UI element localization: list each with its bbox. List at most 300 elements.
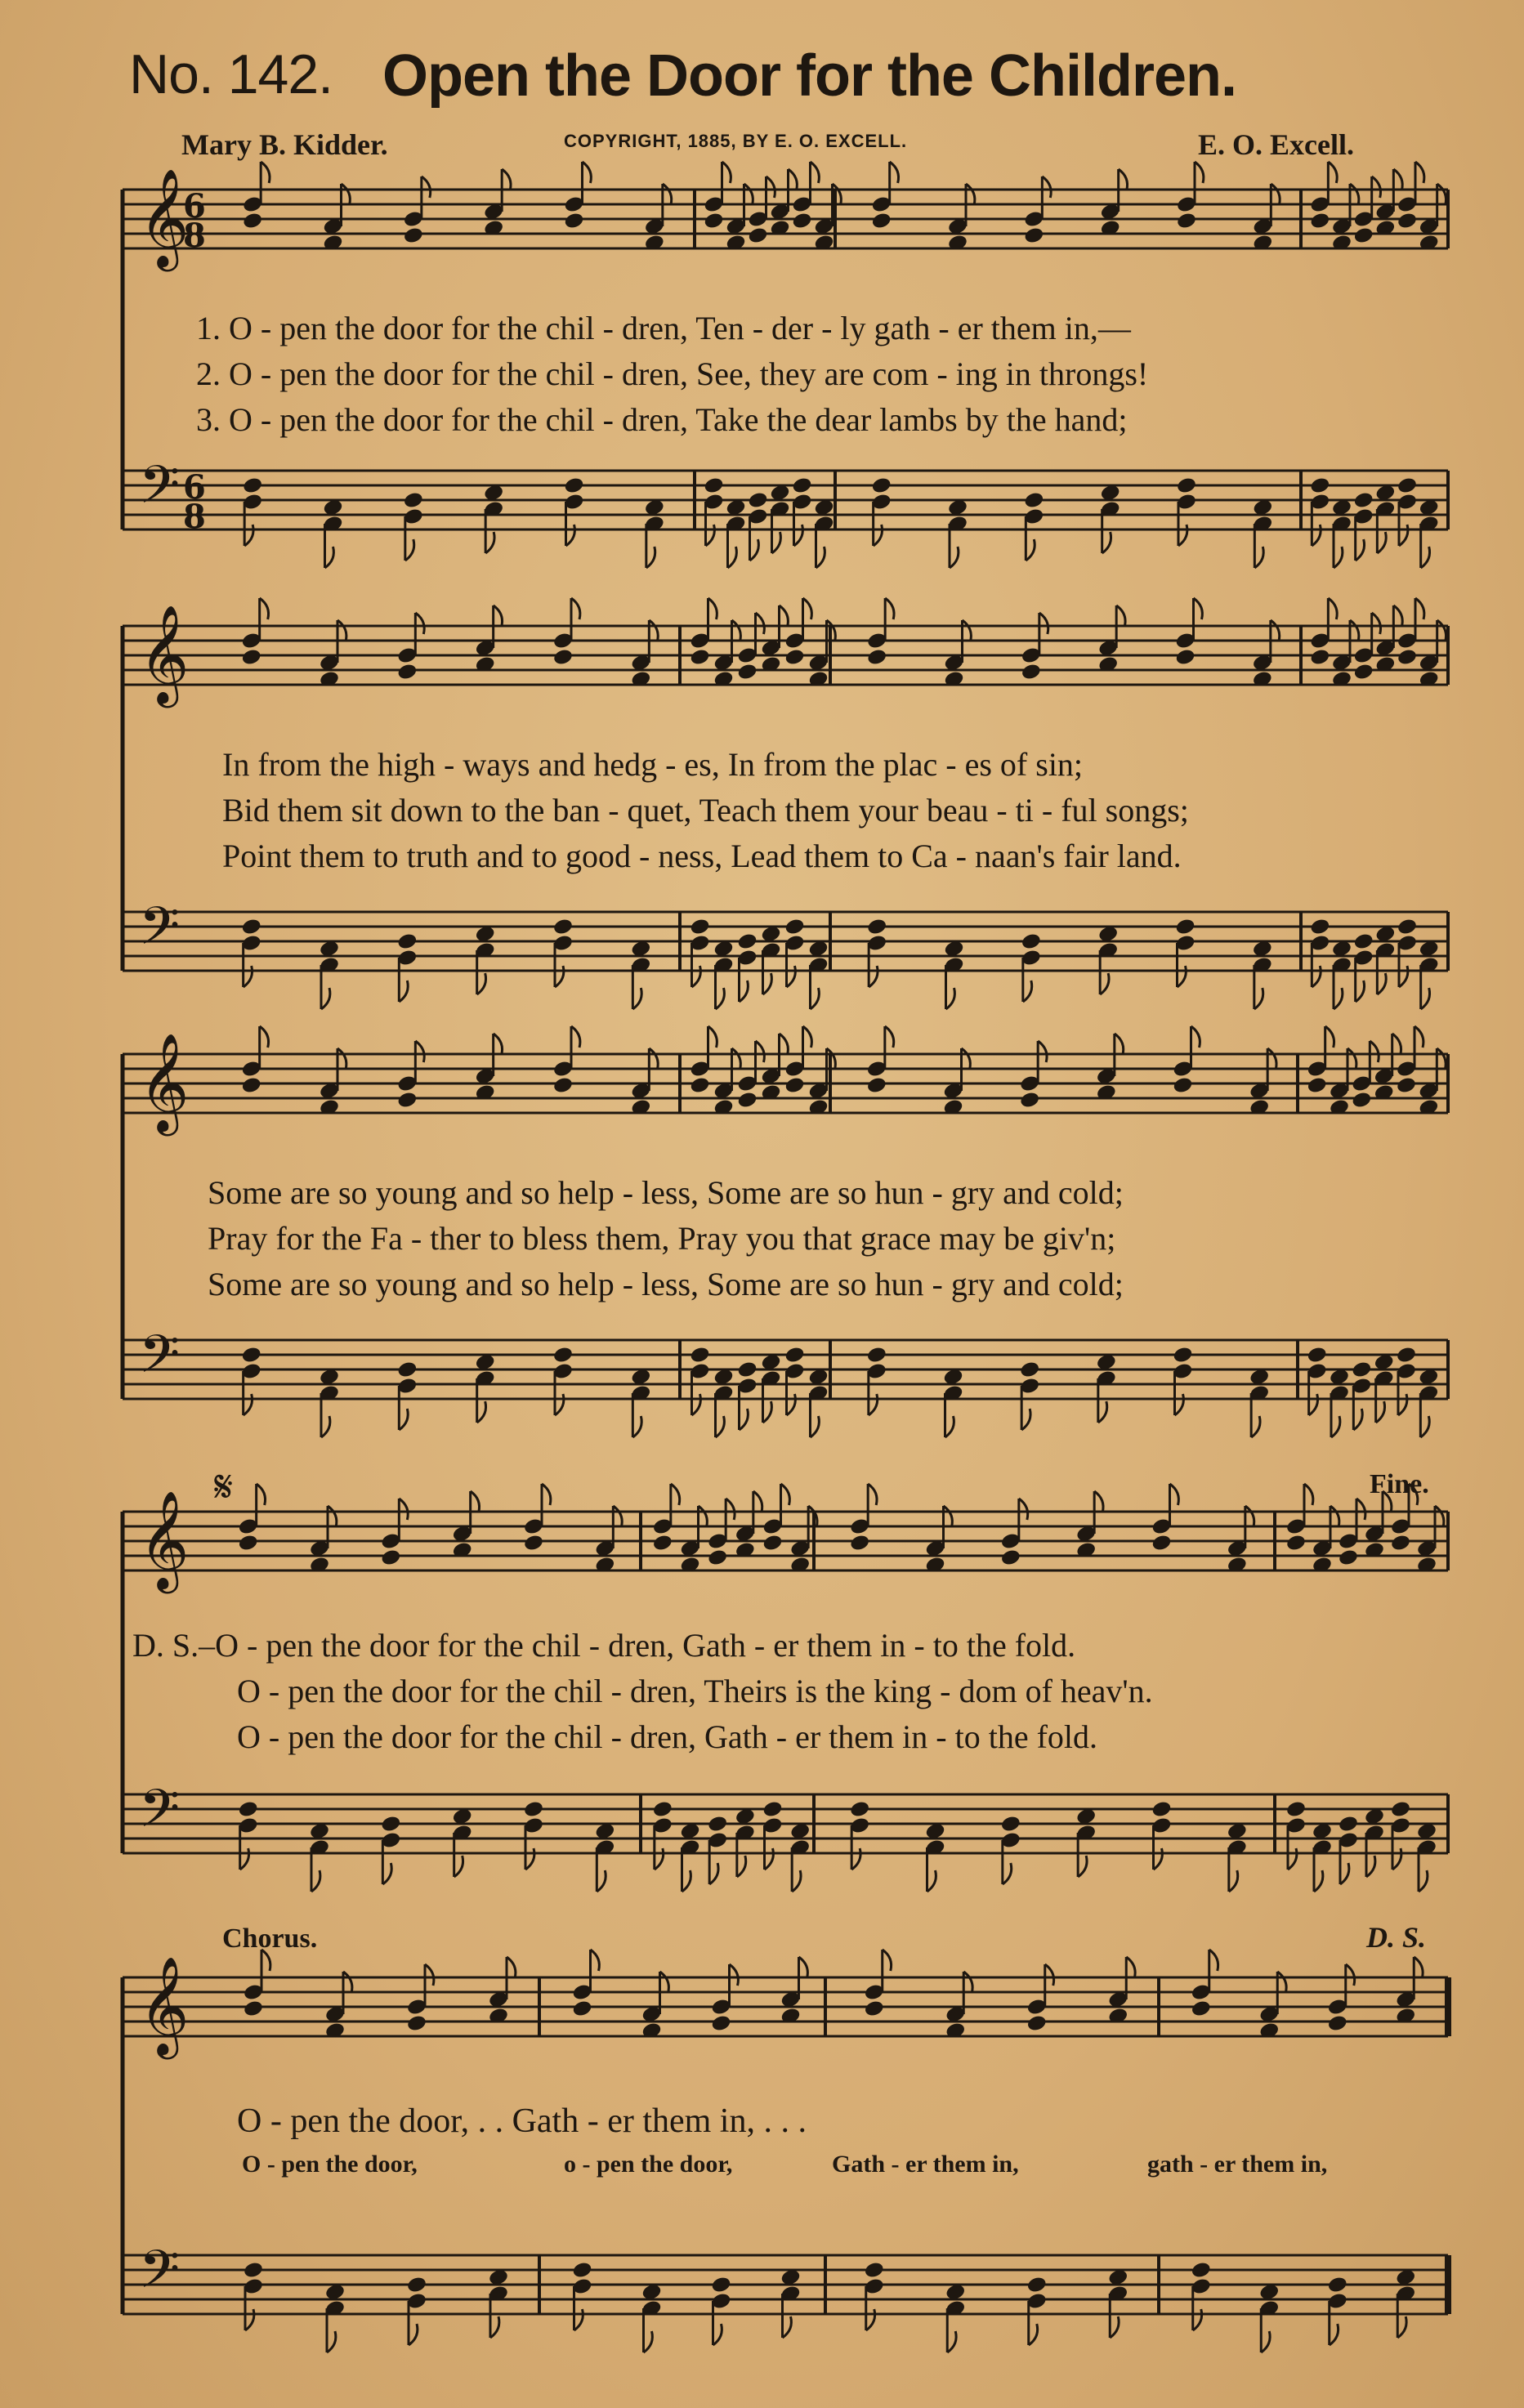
note-flag — [583, 162, 592, 183]
note-flag — [1209, 1950, 1218, 1971]
note-flag — [343, 1972, 352, 1993]
ds-marking: D. S. — [1366, 1921, 1427, 1954]
note-head — [866, 1346, 887, 1365]
note-flag — [1229, 1870, 1238, 1892]
note-flag — [415, 613, 424, 634]
note-flag — [816, 547, 825, 568]
note-head — [784, 1076, 805, 1095]
note-flag — [425, 1964, 434, 1986]
time-sig-bottom: 8 — [183, 217, 206, 255]
bass-clef: 𝄢 — [139, 455, 181, 529]
note-head — [1285, 1800, 1307, 1819]
note-flag — [632, 1416, 641, 1437]
note-flag — [803, 1026, 812, 1048]
note-flag — [1350, 620, 1359, 641]
time-sig-top: 6 — [183, 187, 206, 226]
note-flag — [1340, 1863, 1349, 1884]
note-flag — [399, 1499, 408, 1520]
note-flag — [709, 1863, 718, 1884]
chorus-label: Chorus. — [222, 1923, 318, 1954]
note-flag — [1195, 162, 1204, 183]
note-flag — [1392, 1848, 1401, 1870]
note-flag — [1353, 1409, 1362, 1430]
note-flag — [477, 973, 486, 994]
note-head — [784, 648, 805, 667]
time-sig-top: 6 — [183, 468, 206, 507]
note-flag — [471, 1491, 480, 1512]
note-flag — [1170, 1484, 1179, 1505]
note-head — [1327, 2276, 1348, 2294]
note-head — [747, 491, 768, 510]
note-flag — [811, 988, 820, 1009]
note-flag — [415, 1041, 424, 1062]
note-head — [1191, 1999, 1212, 2018]
note-head — [1397, 476, 1418, 495]
note-flag — [490, 2316, 499, 2338]
fine-marking: Fine. — [1370, 1469, 1429, 1499]
note-flag — [597, 1870, 606, 1892]
system-4-verse-1: D. S.–O - pen the door for the chil - dren, Gath - er them in - to the fold. — [132, 1627, 1076, 1664]
note-flag — [240, 1848, 249, 1870]
note-flag — [1119, 169, 1128, 190]
note-flag — [1366, 1856, 1375, 1877]
note-head — [380, 1815, 401, 1834]
note-flag — [494, 1034, 503, 1055]
note-flag — [740, 981, 749, 1002]
note-head — [1327, 2014, 1348, 2033]
note-flag — [1102, 532, 1111, 553]
note-flag — [890, 162, 899, 183]
note-flag — [477, 1401, 486, 1423]
note-head — [1026, 2276, 1048, 2294]
note-flag — [1356, 981, 1365, 1002]
note-head — [406, 2014, 427, 2033]
system-3-verse-1: Some are so young and so help - less, Some are so hun - gry and cold; — [208, 1174, 1124, 1211]
note-flag — [732, 620, 741, 641]
note-flag — [783, 2316, 792, 2338]
note-head — [403, 226, 424, 245]
note-flag — [337, 1048, 346, 1070]
note-head — [243, 1999, 264, 2018]
note-flag — [1356, 539, 1365, 561]
note-flag — [1254, 547, 1263, 568]
note-flag — [1042, 176, 1051, 198]
note-head — [736, 663, 758, 681]
note-flag — [708, 598, 717, 619]
note-flag — [766, 176, 775, 198]
note-flag — [646, 547, 655, 568]
note-flag — [963, 1972, 972, 1993]
note-flag — [321, 1416, 330, 1437]
system-2-verse-2: Bid them sit down to the ban - quet, Teach them your beau - ti - ful songs; — [222, 792, 1189, 829]
system-1-verse-3: 3. O - pen the door for the chil - dren, Take the dear lambs by the hand; — [196, 401, 1128, 438]
note-flag — [883, 1950, 892, 1971]
note-head — [1000, 1548, 1021, 1567]
bass-clef: 𝄢 — [139, 1325, 181, 1398]
note-head — [871, 476, 892, 495]
note-head — [563, 212, 584, 230]
note-head — [871, 212, 892, 230]
note-head — [791, 476, 812, 495]
note-flag — [1377, 973, 1386, 994]
note-flag — [325, 547, 334, 568]
note-flag — [1330, 1506, 1339, 1527]
note-flag — [454, 1856, 463, 1877]
note-flag — [1094, 1491, 1103, 1512]
note-flag — [660, 1972, 669, 1993]
note-head — [1396, 1346, 1417, 1365]
note-head — [1397, 918, 1418, 936]
note-head — [703, 212, 724, 230]
note-flag — [1331, 1416, 1340, 1437]
note-head — [396, 1360, 418, 1379]
note-flag — [706, 525, 715, 546]
note-flag — [716, 988, 725, 1009]
note-flag — [753, 1491, 762, 1512]
note-head — [1338, 1548, 1359, 1567]
note-flag — [1398, 1394, 1407, 1415]
note-head — [403, 491, 424, 510]
note-flag — [1126, 1957, 1135, 1978]
note-head — [1191, 2261, 1212, 2280]
note-flag — [1334, 547, 1343, 568]
note-flag — [1392, 1034, 1401, 1055]
note-flag — [1421, 988, 1430, 1009]
note-head — [1396, 1076, 1417, 1095]
note-flag — [1419, 1870, 1428, 1892]
note-flag — [1393, 605, 1402, 627]
note-flag — [327, 2331, 336, 2352]
note-flag — [732, 1048, 741, 1070]
note-flag — [1178, 966, 1187, 987]
note-head — [238, 1534, 259, 1552]
note-flag — [399, 1409, 408, 1430]
note-flag — [794, 525, 803, 546]
note-head — [396, 1091, 418, 1110]
note-head — [563, 476, 584, 495]
note-flag — [866, 2309, 875, 2330]
note-flag — [756, 1041, 765, 1062]
note-head — [241, 648, 262, 667]
note-flag — [1399, 966, 1408, 987]
note-flag — [1334, 988, 1343, 1009]
note-flag — [1110, 2316, 1119, 2338]
note-flag — [382, 1863, 391, 1884]
note-head — [552, 1076, 574, 1095]
note-flag — [730, 1964, 739, 1986]
note-flag — [1350, 184, 1359, 205]
note-flag — [966, 184, 975, 205]
note-flag — [1437, 184, 1446, 205]
note-flag — [1377, 532, 1386, 553]
note-flag — [772, 532, 781, 553]
note-flag — [1261, 2331, 1270, 2352]
note-head — [1353, 226, 1374, 245]
note-flag — [644, 2331, 653, 2352]
note-flag — [1267, 1048, 1276, 1070]
note-head — [1397, 648, 1418, 667]
note-flag — [1393, 169, 1402, 190]
note-head — [552, 1346, 574, 1365]
note-flag — [885, 1026, 894, 1048]
note-flag — [321, 988, 330, 1009]
note-head — [1307, 1346, 1328, 1365]
copyright-notice: COPYRIGHT, 1885, BY E. O. EXCELL. — [564, 131, 908, 151]
chorus-echo-4: gath - er them in, — [1147, 2151, 1328, 2178]
note-flag — [649, 1048, 658, 1070]
note-flag — [1437, 620, 1446, 641]
note-head — [689, 648, 710, 667]
system-3-verse-2: Pray for the Fa - ther to bless them, Pray you that grace may be giv'n; — [208, 1220, 1116, 1257]
note-flag — [655, 1848, 664, 1870]
chorus-echo-2: o - pen the door, — [564, 2151, 733, 2178]
note-head — [707, 1815, 728, 1834]
note-flag — [502, 169, 511, 190]
note-head — [1309, 212, 1330, 230]
note-flag — [947, 2331, 956, 2352]
hymn-number: No. 142. — [129, 43, 333, 105]
note-flag — [591, 1950, 600, 1971]
note-head — [689, 1076, 710, 1095]
note-head — [1353, 491, 1374, 510]
note-head — [762, 1534, 783, 1552]
note-flag — [763, 1401, 772, 1423]
note-head — [571, 1999, 592, 2018]
note-flag — [632, 988, 641, 1009]
note-flag — [1178, 525, 1187, 546]
note-flag — [927, 1870, 936, 1892]
system-2-verse-3: Point them to truth and to good - ness, Lead them to Ca - naan's fair land. — [222, 838, 1182, 874]
note-flag — [737, 1856, 746, 1877]
note-flag — [399, 981, 408, 1002]
note-flag — [671, 1484, 680, 1505]
note-head — [552, 918, 574, 936]
note-flag — [1193, 2309, 1202, 2330]
note-flag — [1038, 1041, 1047, 1062]
treble-clef: 𝄞 — [139, 1955, 190, 2055]
note-flag — [1026, 539, 1035, 561]
note-flag — [409, 2324, 418, 2345]
note-head — [784, 1346, 805, 1365]
note-flag — [1304, 1484, 1313, 1505]
note-flag — [571, 1026, 580, 1048]
note-head — [1174, 918, 1196, 936]
note-head — [689, 1346, 710, 1365]
note-head — [736, 932, 758, 951]
note-flag — [1191, 1026, 1200, 1048]
note-flag — [792, 1870, 801, 1892]
note-flag — [1314, 1870, 1323, 1892]
note-flag — [789, 169, 798, 190]
note-flag — [342, 184, 351, 205]
note-flag — [422, 176, 431, 198]
note-head — [1021, 663, 1042, 681]
note-flag — [713, 2324, 722, 2345]
note-flag — [1372, 613, 1381, 634]
note-head — [1397, 212, 1418, 230]
time-sig-bottom: 8 — [183, 498, 206, 536]
note-flag — [740, 1409, 749, 1430]
note-flag — [1023, 981, 1032, 1002]
note-flag — [485, 532, 494, 553]
note-head — [849, 1800, 870, 1819]
note-flag — [1415, 162, 1424, 183]
note-flag — [1415, 1026, 1423, 1048]
note-flag — [1437, 1048, 1446, 1070]
note-head — [866, 1076, 887, 1095]
note-head — [736, 1360, 758, 1379]
note-flag — [1003, 1863, 1012, 1884]
note-head — [523, 1534, 544, 1552]
note-flag — [765, 1848, 774, 1870]
note-flag — [1325, 1026, 1334, 1048]
note-head — [1176, 476, 1197, 495]
note-flag — [328, 1506, 337, 1527]
note-flag — [944, 1506, 953, 1527]
note-head — [1000, 1815, 1021, 1834]
note-flag — [1045, 1964, 1054, 1986]
note-head — [380, 1548, 401, 1567]
note-flag — [1397, 2316, 1406, 2338]
note-head — [652, 1534, 673, 1552]
note-head — [242, 212, 263, 230]
note-head — [396, 663, 418, 681]
note-head — [242, 476, 263, 495]
note-flag — [1372, 176, 1381, 198]
note-flag — [260, 598, 269, 619]
note-flag — [613, 1506, 622, 1527]
note-flag — [716, 1416, 725, 1437]
note-flag — [963, 620, 972, 641]
composer-credit: E. O. Excell. — [1198, 128, 1354, 161]
note-flag — [1078, 1856, 1087, 1877]
note-head — [1390, 1800, 1411, 1819]
chorus-lyric: O - pen the door, . . Gath - er them in, . . . — [237, 2102, 807, 2140]
note-head — [1172, 1346, 1193, 1365]
note-flag — [750, 539, 759, 561]
system-3-verse-3: Some are so young and so help - less, Some are so hun - gry and cold; — [208, 1266, 1124, 1302]
note-flag — [494, 605, 503, 627]
system-1-verse-1: 1. O - pen the door for the chil - dren, Ten - der - ly gath - er them in,— — [196, 310, 1131, 346]
note-head — [1390, 1534, 1411, 1552]
note-flag — [555, 966, 564, 987]
note-flag — [763, 973, 772, 994]
note-flag — [260, 1026, 269, 1048]
note-head — [1309, 918, 1330, 936]
note-flag — [649, 620, 658, 641]
note-flag — [525, 1848, 534, 1870]
note-head — [1307, 1076, 1328, 1095]
note-flag — [1399, 525, 1408, 546]
note-flag — [244, 1394, 253, 1415]
note-head — [791, 212, 812, 230]
note-flag — [1100, 973, 1109, 994]
system-1-verse-2: 2. O - pen the door for the chil - dren, See, they are com - ing in throngs! — [196, 355, 1149, 392]
note-head — [652, 1800, 673, 1819]
note-flag — [1029, 2324, 1038, 2345]
treble-clef: 𝄞 — [139, 168, 190, 267]
note-flag — [566, 525, 575, 546]
note-flag — [1039, 613, 1048, 634]
note-head — [1285, 1534, 1307, 1552]
note-flag — [1347, 1048, 1356, 1070]
note-flag — [945, 1416, 954, 1437]
note-head — [762, 1800, 783, 1819]
note-head — [849, 1534, 870, 1552]
note-flag — [787, 966, 796, 987]
note-flag — [1115, 1034, 1124, 1055]
hymn-title: Open the Door for the Children. — [382, 43, 1236, 109]
note-head — [784, 918, 805, 936]
note-head — [703, 476, 724, 495]
note-flag — [946, 988, 955, 1009]
note-flag — [1346, 1964, 1355, 1986]
note-flag — [1309, 1394, 1318, 1415]
note-flag — [869, 966, 878, 987]
note-flag — [1312, 966, 1321, 987]
note-flag — [1098, 1401, 1107, 1423]
note-flag — [803, 598, 812, 619]
note-head — [1019, 1360, 1040, 1379]
note-flag — [245, 2309, 254, 2330]
note-flag — [728, 547, 737, 568]
segno-icon: 𝄋 — [214, 1461, 234, 1512]
note-flag — [811, 162, 820, 183]
note-flag — [744, 184, 753, 205]
note-flag — [1251, 1416, 1260, 1437]
note-head — [1021, 932, 1042, 951]
chorus-echo-3: Gath - er them in, — [832, 2151, 1019, 2178]
note-flag — [692, 966, 701, 987]
note-flag — [1277, 1972, 1286, 1993]
note-flag — [1415, 598, 1424, 619]
note-head — [866, 648, 887, 667]
note-head — [1351, 1091, 1372, 1110]
note-head — [552, 648, 574, 667]
note-flag — [1414, 1957, 1423, 1978]
note-head — [1351, 1360, 1372, 1379]
note-head — [736, 1091, 758, 1110]
note-flag — [885, 598, 894, 619]
note-head — [1172, 1076, 1193, 1095]
note-flag — [708, 1026, 717, 1048]
note-flag — [1420, 1416, 1429, 1437]
note-flag — [1328, 598, 1337, 619]
note-flag — [950, 547, 959, 568]
note-flag — [1194, 598, 1203, 619]
note-head — [864, 1999, 885, 2018]
note-flag — [1312, 525, 1321, 546]
note-head — [571, 2261, 592, 2280]
note-flag — [780, 1034, 789, 1055]
note-flag — [1254, 988, 1263, 1009]
note-flag — [1288, 1848, 1297, 1870]
note-head — [1151, 1534, 1172, 1552]
note-flag — [507, 1957, 516, 1978]
note-flag — [1370, 1041, 1379, 1062]
note-head — [747, 226, 768, 245]
bass-clef: 𝄢 — [139, 1779, 181, 1852]
note-flag — [1376, 1401, 1385, 1423]
note-head — [866, 918, 887, 936]
note-flag — [699, 1506, 708, 1527]
note-head — [1023, 491, 1044, 510]
note-flag — [1021, 1409, 1030, 1430]
note-head — [241, 918, 262, 936]
note-head — [1023, 226, 1044, 245]
note-flag — [682, 1870, 691, 1892]
note-flag — [851, 1848, 860, 1870]
